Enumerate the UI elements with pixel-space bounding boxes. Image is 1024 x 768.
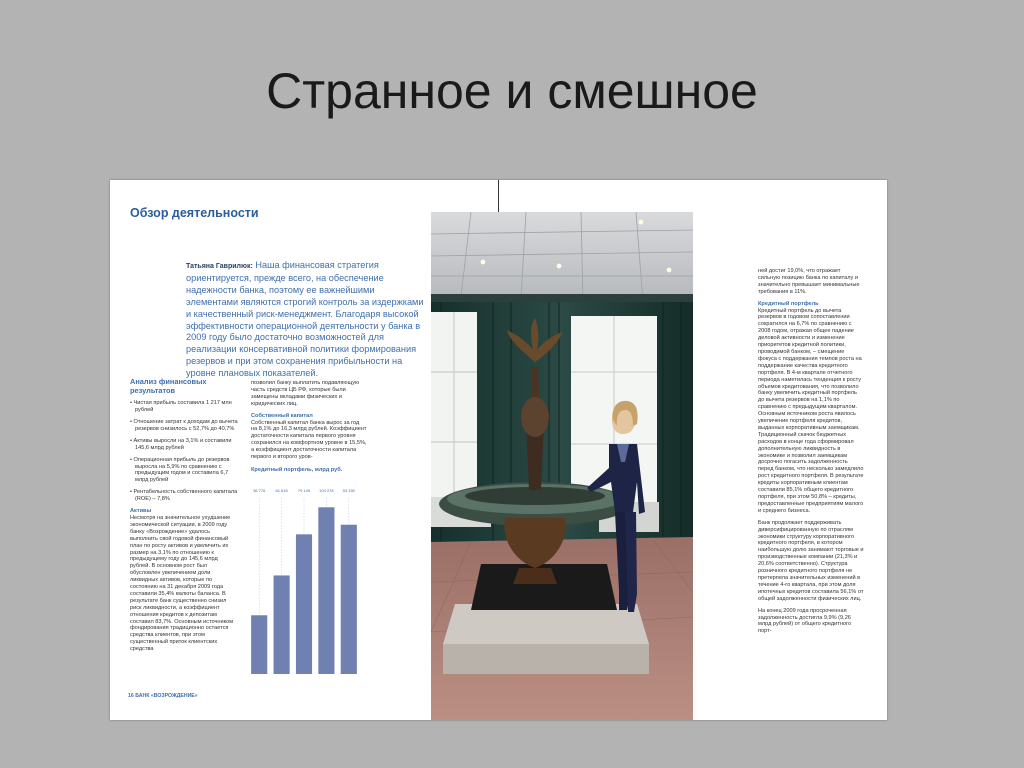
page-footer: 16 БАНК «ВОЗРОЖДЕНИЕ» [128,693,198,699]
chart-value-label: 104 278 [319,488,334,493]
assets-title: Активы [130,508,152,515]
chart-caption: Кредитный портфель, млрд руб. [251,466,343,473]
bullet-4: • Операционная прибыль до резервов выросла на 5,9% по сравнению с предыдущим годом и составила 6,7 млрд рублей [130,456,230,484]
right-column [758,268,864,640]
left-column [130,378,238,653]
chart-bar-2007 [296,534,312,674]
bullet-1: • Чистая прибыль составила 1 217 млн рублей [130,400,232,414]
chart-value-label: 36 776 [253,488,266,493]
chart-bar-2008 [318,507,334,674]
page-fold [498,180,499,212]
bullet-2: • Отношение затрат к доходам до вычета резервов снизилось с 52,7% до 40,7% [130,419,238,432]
chart-value-label: 61 616 [275,488,288,493]
mid-top-text: позволил банку выплатить подавляющую часть средств ЦБ РФ, которые были замещены вкладами физических и юридических лиц. [251,380,360,407]
bullet-3: • Активы выросли на 3,1% и составили 145,6 млрд рублей [130,437,232,451]
chart-value-label: 93 330 [342,488,355,493]
middle-column [251,380,367,474]
ceo-quote [186,260,424,380]
diversify-text: Банк продолжает поддерживать диверсифицированную по отраслям экономики структуру корпоративного кредитного портфеля, в котором наибольшую долю занимают торговые и производственные компании (21,3% и 20,6% соответственно). Структура розничного кредитного портфеля не претерпела значительных изменений в течение 4-го квартала, при этом доля ипотечных кредитов составила 56,1% от общей задолженности физических лиц. [758,519,864,602]
analysis-title: Анализ финансовых результатов [130,377,207,395]
chart-bar-2006 [274,575,290,674]
quote-author: Татьяна Гаврилюк: [186,263,253,270]
report-spread [110,180,887,720]
quote-text: Наша финансовая стратегия ориентируется, прежде всего, на обеспечение надежности банка, поэтому ее важнейшими элементами являются строгий контроль за издержками и качественный риск-менеджмент. Благодаря высокой эффективности операционной деятельности у банка в 2009 году было достаточно возможностей для реализации консервативной политики формирования резервов и при этом сохранения прибыльности на уровне плановых показателей. [186,260,424,379]
loan-portfolio-chart [244,484,370,696]
capital-text: Собственный капитал банка вырос за год на 8,1% до 16,3 млрд рублей. Коэффициент достаточности капитала первого уровня сохранился на комфортном уровне в 15,5%, а коэффициент достаточности капитала первого и второго уров- [251,419,367,461]
slide-title: Странное и смешное [266,63,758,119]
assets-text: Несмотря на значительное ухудшение экономической ситуации, в 2009 году банку «Возрождение» удалось выполнить свой годовой финансовый план по росту активов и увеличить их размер на 3,1% по отношению к предыдущему году до 145,6 млрд рублей. В основном рост был обусловлен увеличением доли ликвидных активов, которые по состоянию на 31 декабря 2009 года составили 35,4% валюты баланса. В результате банк существенно снизил риск ликвидности, а коэффициент отношения кредитов к депозитам составил 83,7%. Основным источником фондирования традиционно остается средства клиентов, при этом существенный приток клиентских средства [130,514,234,653]
chart-value-label: 79 149 [297,488,311,493]
cont-text: ней достиг 19,0%, что отражает сильную позицию банка по капиталу и значительно превышает минимальные требования в 11%. [758,268,860,295]
chart-category-label: 2009 [364,661,370,671]
chart-bar-2005 [251,615,267,674]
overdue-text: На конец 2009 года просроченная задолженность достигла 9,9% (9,26 млрд рублей) от общего кредитного порт- [758,607,852,635]
capital-title: Собственный капитал [251,412,313,419]
chart-bar-2009 [341,525,357,674]
section-title: Обзор деятельности [130,206,259,220]
loan-title: Кредитный портфель [758,300,819,307]
bullet-5: • Рентабельность собственного капитала (ROE) – 7,8% [130,489,238,503]
loan-text: Кредитный портфель до вычета резервов в годовом сопоставлении сократился на 6,7% по сравнению с 2008 годом, отражая общее падение деловой активности и изменение приоритетов кредитной политики, проводимой банком, – смещение фокуса с поддержания темпов роста на поддержание качества кредитного портфеля. В 4-м квартале отчетного периода наметилась тенденция к росту объемов кредитования, что позволило банку увеличить кредитный портфель до вычета резервов на 1,1% по сравнению с предыдущим кварталом. Основным источником роста явилось увеличение портфеля кредитов, выданных корпоративным заемщикам. Традиционный скачок бюджетных расходов в конце года сформировал дополнительную ликвидность в экономике и позволил заемщикам досрочно погасить задолженность перед банком, что несколько замедлило рост кредитного портфеля. В результате кредиты корпоративным клиентам составили 85,1% общего кредитного портфеля, при этом 50,8% – кредиты, предоставленные предприятиям малого и среднего бизнеса. [758,307,864,514]
office-photo [431,212,693,720]
